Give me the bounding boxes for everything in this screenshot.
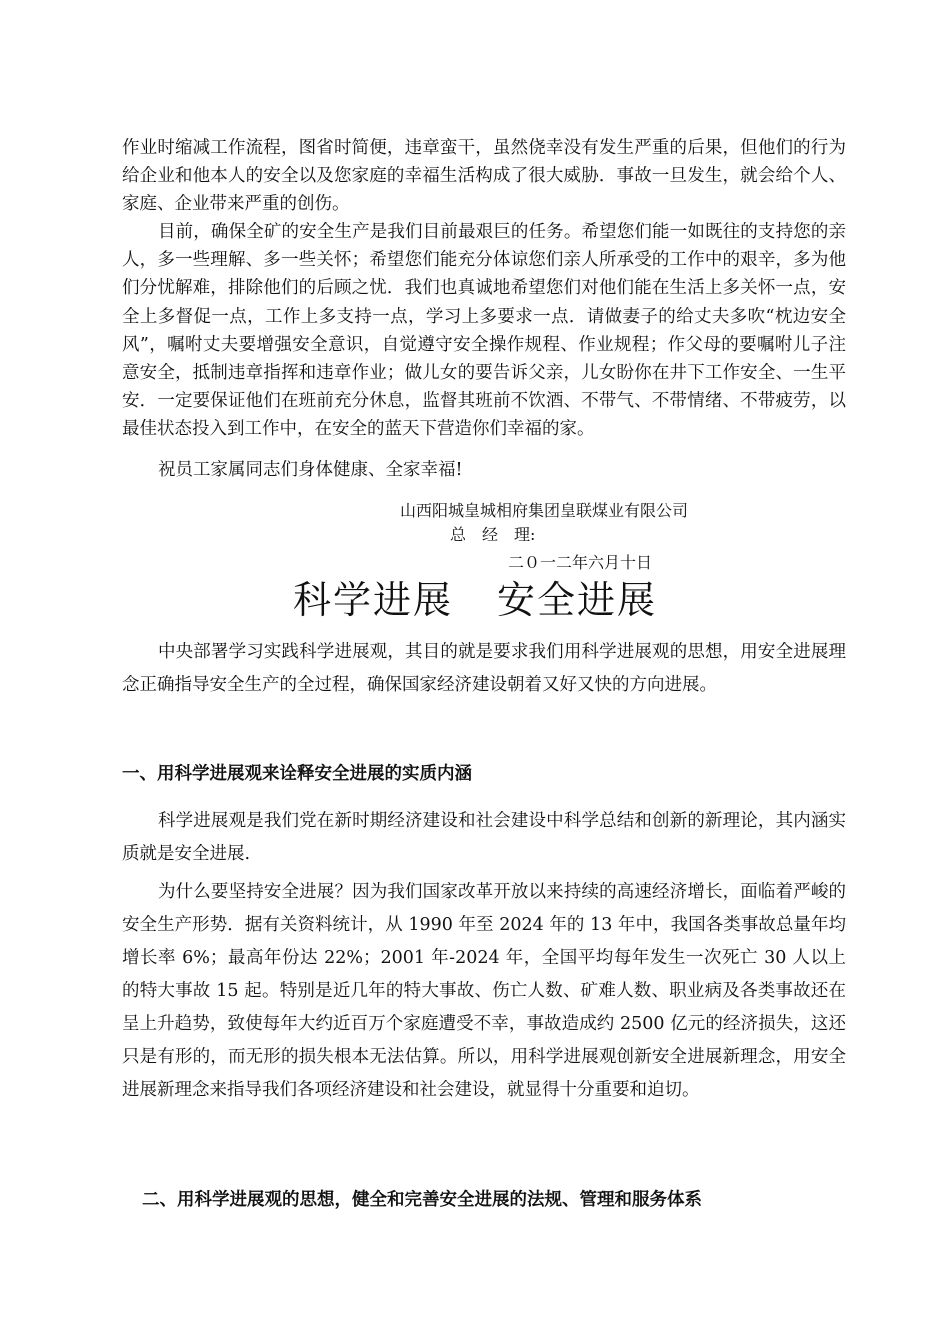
section-heading-2: 二、用科学进展观的思想，健全和完善安全进展的法规、管理和服务体系 [142,1190,702,1210]
article-title-part-1: 科学进展 [292,578,453,622]
article-title-part-2: 安全进展 [497,578,658,622]
general-manager-label: 总 经 理: [450,525,536,544]
section-heading-1: 一、用科学进展观来诠释安全进展的实质内涵 [122,764,472,784]
company-name: 山西阳城皇城相府集团皇联煤业有限公司 [400,501,689,520]
section-1-paragraph-1: 科学进展观是我们党在新时期经济建设和社会建设中科学总结和创新的新理论，其内涵实质就是安全进展. [122,811,846,864]
letter-paragraph-1: 作业时缩减工作流程，图省时简便，违章蛮干，虽然侥幸没有发生严重的后果，但他们的行为给企业和他本人的安全以及您家庭的幸福生活构成了很大威胁．事故一旦发生，就会给个人、家庭、企业带来严重的创伤。 [122,138,846,215]
section-1-paragraph-2: 为什么要坚持安全进展？因为我们国家改革开放以来持续的高速经济增长，面临着严峻的安全生产形势．据有关资料统计，从 1990 年至 2024 年的 13 年中，我国各类事故总量年均增长率 6%；最高年份达 22%；2001 年-2024 年，全国平均每年发生一次死亡 30 人以上的特大事故 15 起。特别是近几年的特大事故、伤亡人数、矿难人数、职业病及各类事故还在呈上升趋势，致使每年大约近百万个家庭遭受不幸，事故造成约 2500 亿元的经济损失，这还只是有形的，而无形的损失根本无法估算。所以，用科学进展观创新安全进展新理念，用安全进展新理念来指导我们各项经济建设和社会建设，就显得十分重要和迫切。 [122,882,846,1100]
letter-paragraph-2: 目前，确保全矿的安全生产是我们目前最艰巨的任务。希望您们能一如既往的支持您的亲人，多一些理解、多一些关怀；希望您们能充分体谅您们亲人所承受的工作中的艰辛，多为他们分忧解难，排除他们的后顾之忧．我们也真诚地希望您们对他们能在生活上多关怀一点，安全上多督促一点，工作上多支持一点，学习上多要求一点．请做妻子的给丈夫多吹“枕边安全风”，嘱咐丈夫要增强安全意识，自觉遵守安全操作规程、作业规程；作父母的要嘱咐儿子注意安全，抵制违章指挥和违章作业；做儿女的要告诉父亲，儿女盼你在井下工作安全、一生平安．一定要保证他们在班前充分休息，监督其班前不饮酒、不带气、不带情绪、不带疲劳，以最佳状态投入到工作中，在安全的蓝天下营造你们幸福的家。 [122,222,846,440]
letter-date: 二０一二年六月十日 [508,553,653,572]
article-intro: 中央部署学习实践科学进展观，其目的就是要求我们用科学进展观的思想，用安全进展理念正确指导安全生产的全过程，确保国家经济建设朝着又好又快的方向进展。 [122,642,846,695]
letter-closing-wish: 祝员工家属同志们身体健康、全家幸福! [158,460,463,480]
article-title [0,574,950,626]
